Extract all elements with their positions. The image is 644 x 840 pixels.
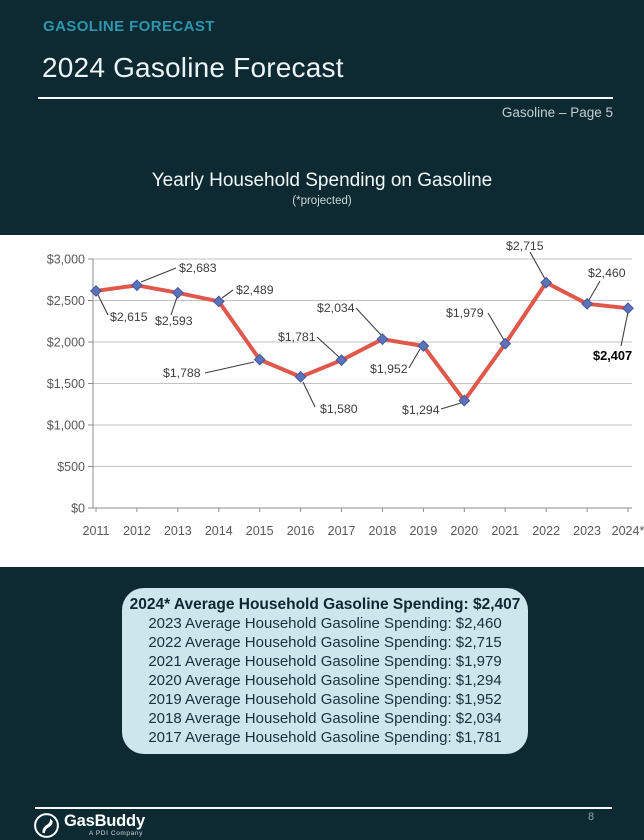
svg-text:$1,781: $1,781 [278,330,316,344]
summary-line: 2019 Average Household Gasoline Spending: $1,952 [148,691,502,708]
summary-line: 2022 Average Household Gasoline Spending: $2,715 [148,634,502,651]
gasbuddy-logo-icon [33,812,60,839]
header-divider [38,97,613,99]
summary-line: 2023 Average Household Gasoline Spending: $2,460 [148,615,502,632]
svg-text:$1,788: $1,788 [163,366,201,380]
svg-text:$1,979: $1,979 [446,306,484,320]
svg-text:$2,460: $2,460 [588,266,626,280]
svg-text:2018: 2018 [368,524,397,538]
summary-line: 2017 Average Household Gasoline Spending: $1,781 [148,729,502,746]
svg-text:$1,294: $1,294 [402,403,440,417]
summary-lines [122,595,528,747]
section-page-note: Gasoline – Page 5 [501,105,613,120]
svg-text:$2,034: $2,034 [317,301,355,315]
brand-name: GasBuddy [64,812,145,830]
brand-text [64,813,145,838]
svg-text:$500: $500 [57,460,85,474]
summary-card [122,588,528,754]
summary-line: 2020 Average Household Gasoline Spending: $1,294 [148,672,502,689]
svg-text:2014: 2014 [204,524,233,538]
chart-panel [0,235,644,567]
svg-text:2017: 2017 [327,524,356,538]
svg-text:$2,593: $2,593 [155,314,193,328]
svg-text:2024*: 2024* [611,524,644,538]
svg-text:2015: 2015 [245,524,274,538]
svg-text:2019: 2019 [409,524,438,538]
svg-text:2016: 2016 [286,524,315,538]
svg-text:2013: 2013 [163,524,192,538]
svg-text:2020: 2020 [450,524,479,538]
report-eyebrow: GASOLINE FORECAST [43,18,215,35]
svg-text:$1,500: $1,500 [46,377,85,391]
svg-text:$1,952: $1,952 [370,362,408,376]
page-number: 8 [588,811,595,823]
svg-text:$2,615: $2,615 [110,310,148,324]
svg-text:$2,500: $2,500 [46,294,85,308]
svg-text:2022: 2022 [532,524,561,538]
svg-text:2023: 2023 [573,524,601,538]
summary-line: 2018 Average Household Gasoline Spending: $2,034 [148,710,502,727]
svg-text:$2,000: $2,000 [46,335,85,350]
svg-text:$1,000: $1,000 [46,418,85,433]
svg-text:2011: 2011 [82,524,110,538]
brand-subtitle: A PDI Company [88,830,143,837]
svg-text:$2,489: $2,489 [236,283,274,297]
chart-subtitle: (*projected) [292,195,352,207]
chart-title: Yearly Household Spending on Gasoline [151,170,493,191]
svg-text:2012: 2012 [123,524,151,538]
spending-line-chart [0,235,644,567]
page-title: 2024 Gasoline Forecast [42,52,344,83]
svg-text:2021: 2021 [491,524,520,538]
svg-text:$2,407: $2,407 [593,348,633,363]
svg-text:$0: $0 [71,501,85,516]
summary-line: 2024* Average Household Gasoline Spending: $2,407 [129,596,521,613]
footer-divider [35,807,612,809]
summary-line: 2021 Average Household Gasoline Spending: $1,979 [148,653,502,670]
svg-text:$1,580: $1,580 [320,402,358,416]
svg-text:$3,000: $3,000 [46,252,85,267]
svg-text:$2,683: $2,683 [179,261,217,275]
svg-text:$2,715: $2,715 [506,239,544,253]
brand-lockup [33,812,145,839]
